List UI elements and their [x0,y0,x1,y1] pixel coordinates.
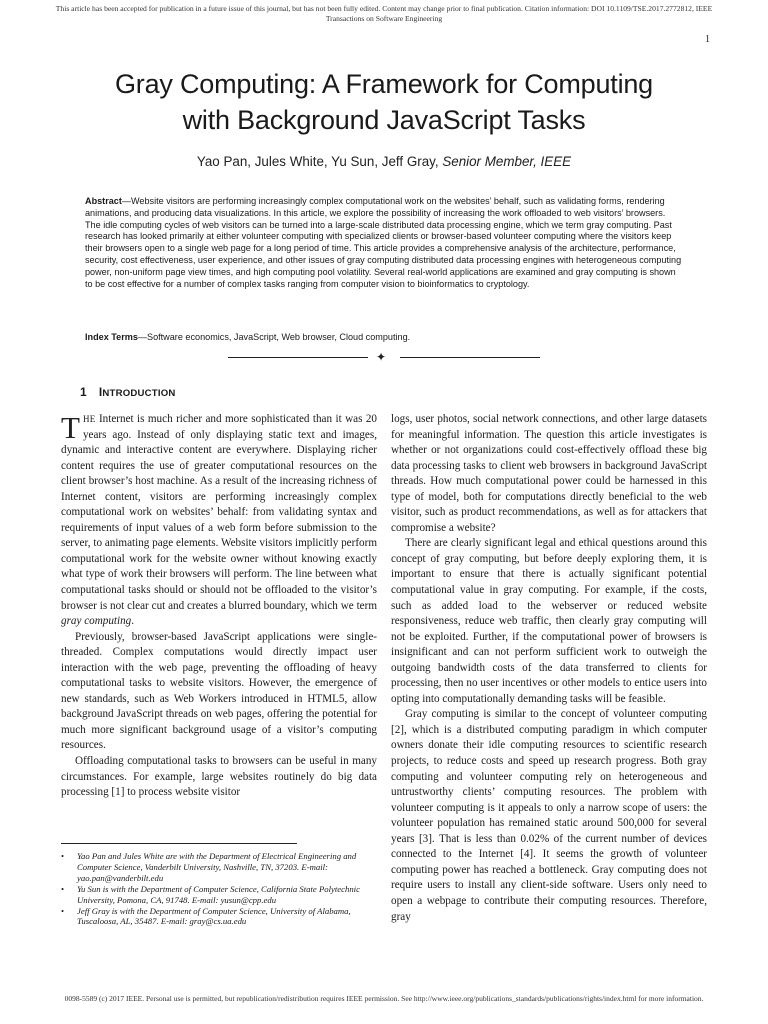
index-terms-label: Index Terms [85,332,138,342]
smallcaps-lead: HE [82,414,96,424]
footnote-rule [61,843,297,844]
divider-line-left [228,357,368,358]
paragraph: Offloading computational tasks to browsers can be useful in many circumstances. For example, large websites routinely do big data processing [1] to process website visitor [61,755,377,799]
divider-ornament-icon: ✦ [376,350,387,364]
emphasis-term: gray computing [61,615,132,628]
abstract-label: Abstract [85,196,122,206]
abstract-text: —Website visitors are performing increasingly complex computational work on the websites’ behalf, such as validating forms, rendering animations, and producing data visualizations. In this article, we explore the possibility of increasing the work offloaded to web visitors’ browsers. The idle computing cycles of web visitors can be turned into a large-scale distributed data processing engine, which we term gray computing. Past research has looked primarily at either volunteer computing with specialized clients or browser-based volunteer computing where the visitors keep their browsers open to a single web page for a long period of time. This article provides a comprehensive analysis of the architecture, performance, security, cost effectiveness, user experience, and other issues of gray computing distributed data processing engines with heterogeneous computing power, non-uniform page view times, and high computing pool volatility. Several real-world applications are examined and gray computing is shown to be cost effective for a number of complex tasks ranging from computer vision to bioinformatics to cryptology. [85,196,682,289]
section-title-rest: NTRODUCTION [102,388,176,399]
paper-title [40,66,728,138]
journal-notice-line-2: Transactions on Software Engineering [325,14,443,23]
right-column [391,412,707,925]
footnote-item [61,884,377,906]
paragraph: There are clearly significant legal and ethical questions around this concept of gray computing, but before deeply exploring them, it is important to ensure that there is actually significant potential computational value in gray computing. For example, if the costs, such as added load to the webserver or reduced website responsiveness, reduce web traffic, then clearly gray computing will not be exploited. Further, if the computational power of browsers is insignificant and can not perform sufficient work to outweigh the outgoing bandwidth costs of the data transferred to clients for processing, then no user incentives or other models to entice users into opting into computationally demanding tasks will be feasible. [391,537,707,705]
footnote-item [61,851,377,884]
copyright-footer: 0098-5589 (c) 2017 IEEE. Personal use is permitted, but republication/redistribution requires IEEE permission. See http://www.ieee.org/publications_standards/publications/rights/index.html for more information. [64,994,704,1003]
index-terms-text: —Software economics, JavaScript, Web browser, Cloud computing. [137,332,411,342]
paper-title-line-1: Gray Computing: A Framework for Computing [114,69,653,99]
section-number: 1 [80,385,87,399]
author-membership: Senior Member, IEEE [442,154,572,169]
paragraph: Gray computing is similar to the concept of volunteer computing [2], which is a distributed computing paradigm in which computer owners donate their idle computing resources to scientific research projects, to reduce costs and speed up research progress. Both gray computing and volunteer computing rely on heterogeneous and untrustworthy clients’ computing resources. The problem with volunteer computing is it appeals to only a narrow scope of users: the volunteer population has remained static around 500,000 for several years [3]. That is less than 0.02% of the current number of devices connected to the Internet [4]. It seems the growth of volunteer computing power has reached a bottleneck. Gray computing does not require users to install any client-side software. Users only need to open a webpage to contribute their computing resources. Therefore, gray [391,708,707,923]
section-divider [228,350,540,364]
footnote-item [61,906,377,928]
left-column [61,412,377,801]
paper-title-line-2: with Background JavaScript Tasks [182,105,586,135]
paragraph-end: . [131,615,135,628]
divider-line-right [400,357,540,358]
paragraph: logs, user photos, social network connections, and other large datasets for meaningful information. The question this article investigates is whether or not organizations could cost-effectively offload these big data processing tasks to client web browsers in background JavaScript threads. How much computational power could be harnessed in this type of model, both for computations directly beneficial to the web visitor, such as product recommendations, as well as for attackers that compromise a website? [391,413,707,534]
footnote-text: Jeff Gray is with the Department of Computer Science, University of Alabama, Tuscaloosa, AL, 35487. E-mail: gray@cs.ua.edu [77,905,351,927]
author-footnotes [61,851,377,927]
page-number: 1 [705,34,710,45]
author-names: Yao Pan, Jules White, Yu Sun, Jeff Gray, [196,154,439,169]
paragraph-text: Internet is much richer and more sophisticated than it was 20 years ago. Instead of only displaying static text and images, dynamic and interactive content are everywhere. Displaying richer content requires the use of greater computational resources on the client browser’s host machine. As a result of the increasing richness of Internet content, visitors are performing increasingly complex computational work on websites’ behalf: from validating syntax and requirements of input values of a web form before submission to the server, to animating page elements. Website visitors implicitly perform computational work for the website owner without knowing exactly what type of work their browsers will perform. The line between what computational tasks should or should not be offloaded to the visitor’s browser is not clear cut and creates a blurred boundary, which we term [61,413,377,612]
abstract [85,196,683,290]
bullet-icon: • [61,905,65,916]
paragraph: Previously, browser-based JavaScript applications were single-threaded. Complex computations would directly impact user interaction with the web page, preventing the offloading of heavy computational tasks to website visitors. However, the emergence of new standards, such as Web Workers introduced in HTML5, allow background JavaScript threads on web pages, offering the potential for much more significant background usage of a visitor’s computing resources. [61,630,377,752]
author-list [40,154,728,169]
bullet-icon: • [61,883,65,894]
index-terms [85,331,683,343]
section-heading-introduction [80,385,176,399]
journal-notice-line-1: This article has been accepted for publication in a future issue of this journal, but has not been fully edited. Content may change prior to final publication. Citation information: DOI 10.1109/TSE.2017.2772812, IEEE [55,4,713,13]
footnote-text: Yu Sun is with the Department of Computer Science, California State Polytechnic University, Pomona, CA, 91748. E-mail: yusun@cpp.edu [77,883,360,905]
bullet-icon: • [61,851,65,861]
section-title-initial: I [98,385,103,399]
paragraph [61,412,377,630]
drop-cap: T [61,410,80,445]
footnote-text: Yao Pan and Jules White are with the Department of Electrical Engineering and Computer Science, Vanderbilt University, Nashville, TN, 37203. E-mail: yao.pan@vanderbilt.edu [77,851,357,883]
journal-notice [20,4,748,24]
